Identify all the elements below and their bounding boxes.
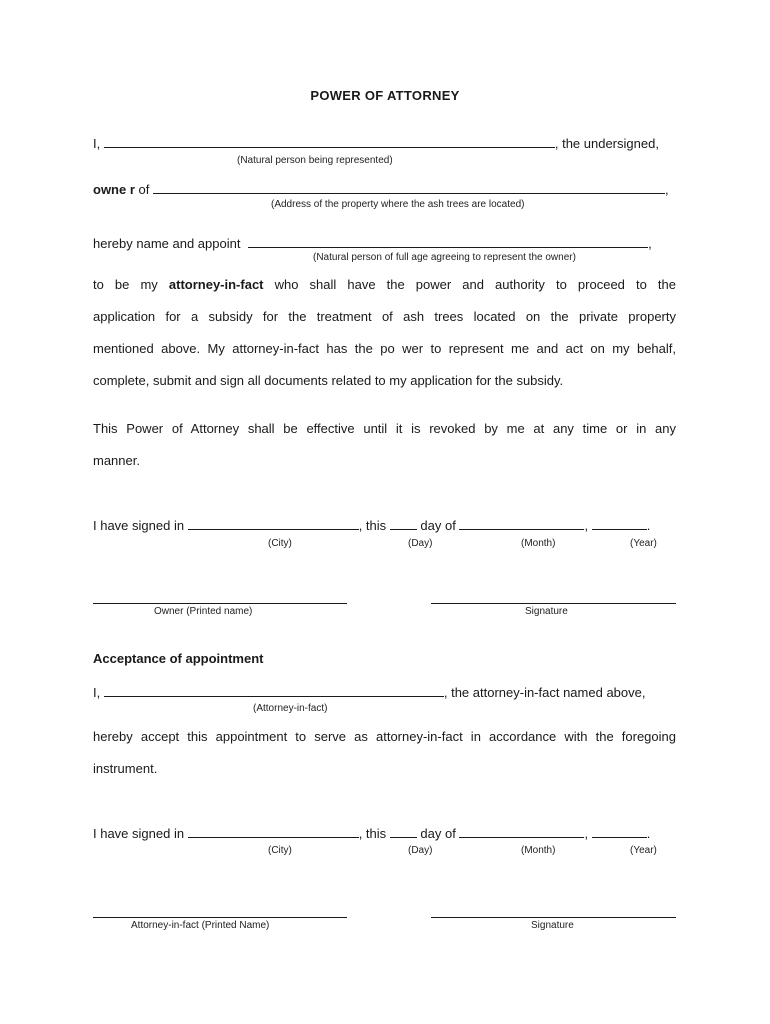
- owner-label: owne r: [93, 182, 135, 197]
- acceptance-name-line: [93, 684, 645, 700]
- acceptance-line-1: hereby accept this appointment to serve as attorney-in-fact in accordance with the foregoing: [93, 729, 676, 744]
- acceptance-line-2: instrument.: [93, 761, 158, 776]
- acceptance-attorney-caption: (Attorney-in-fact): [253, 703, 328, 714]
- owner-suffix: ,: [665, 182, 669, 197]
- owner-day-caption: (Day): [408, 538, 433, 549]
- i-prefix: I,: [93, 136, 101, 151]
- owner-month-blank[interactable]: [459, 517, 584, 530]
- signed-comma: ,: [584, 826, 589, 841]
- attorney-month-caption: (Month): [521, 845, 556, 856]
- attorney-printed-name-line[interactable]: [93, 917, 347, 918]
- signed-in-prefix: I have signed in: [93, 826, 185, 841]
- signed-day-of: day of: [420, 826, 456, 841]
- attorney-day-blank[interactable]: [390, 825, 417, 838]
- attorney-year-blank[interactable]: [592, 825, 647, 838]
- body-line-1-start: to be my: [93, 277, 169, 292]
- signed-day-of: day of: [420, 518, 456, 533]
- body-line-3: mentioned above. My attorney-in-fact has the po wer to represent me and act on my behalf,: [93, 341, 676, 356]
- attorney-name-caption: (Natural person of full age agreeing to represent the owner): [313, 252, 576, 263]
- owner-printed-name-caption: Owner (Printed name): [154, 606, 253, 617]
- effective-line-2: manner.: [93, 453, 140, 468]
- attorney-printed-name-caption: Attorney-in-fact (Printed Name): [131, 920, 270, 931]
- signed-period: .: [646, 826, 651, 841]
- acceptance-suffix: , the attorney-in-fact named above,: [443, 685, 646, 700]
- represented-person-line: [93, 135, 659, 151]
- attorney-year-caption: (Year): [630, 845, 657, 856]
- body-line-2: application for a subsidy for the treatment of ash trees located on the private property: [93, 309, 676, 324]
- owner-address-line: [93, 181, 669, 197]
- attorney-in-fact-bold: attorney-in-fact: [168, 277, 264, 292]
- appoint-suffix: ,: [648, 236, 652, 251]
- attorney-day-caption: (Day): [408, 845, 433, 856]
- attorney-city-caption: (City): [268, 845, 292, 856]
- owner-city-blank[interactable]: [188, 517, 359, 530]
- appoint-line: [93, 235, 652, 251]
- signed-in-prefix: I have signed in: [93, 518, 185, 533]
- appoint-prefix: hereby name and appoint: [93, 236, 241, 251]
- attorney-name-blank[interactable]: [248, 235, 648, 248]
- signed-this: , this: [358, 518, 387, 533]
- owner-printed-name-line[interactable]: [93, 603, 347, 604]
- owner-city-caption: (City): [268, 538, 292, 549]
- property-address-caption: (Address of the property where the ash trees are located): [271, 199, 525, 210]
- owner-month-caption: (Month): [521, 538, 556, 549]
- signed-comma: ,: [584, 518, 589, 533]
- represented-person-caption: (Natural person being represented): [237, 155, 393, 166]
- document-title: POWER OF ATTORNEY: [310, 88, 460, 103]
- acceptance-attorney-blank[interactable]: [104, 684, 444, 697]
- body-line-1-end: who shall have the power and authority to proceed to the: [263, 277, 676, 292]
- attorney-city-blank[interactable]: [188, 825, 359, 838]
- property-address-blank[interactable]: [153, 181, 665, 194]
- signed-this: , this: [358, 826, 387, 841]
- represented-person-blank[interactable]: [104, 135, 555, 148]
- attorney-month-blank[interactable]: [459, 825, 584, 838]
- owner-signature-line[interactable]: [431, 603, 676, 604]
- undersigned-suffix: , the undersigned,: [554, 136, 659, 151]
- body-line-4: complete, submit and sign all documents related to my application for the subsidy.: [93, 373, 564, 388]
- acceptance-i-prefix: I,: [93, 685, 101, 700]
- owner-of-text: of: [134, 182, 150, 197]
- attorney-signature-caption: Signature: [531, 920, 574, 931]
- effective-line-1: This Power of Attorney shall be effective until it is revoked by me at any time or in any: [93, 421, 676, 436]
- signed-period: .: [646, 518, 651, 533]
- acceptance-heading: Acceptance of appointment: [93, 651, 264, 666]
- body-line-1: [93, 277, 676, 292]
- owner-signed-in-line: [93, 517, 650, 533]
- owner-signature-caption: Signature: [525, 606, 568, 617]
- owner-year-blank[interactable]: [592, 517, 647, 530]
- owner-day-blank[interactable]: [390, 517, 417, 530]
- attorney-signed-in-line: [93, 825, 650, 841]
- owner-year-caption: (Year): [630, 538, 657, 549]
- attorney-signature-line[interactable]: [431, 917, 676, 918]
